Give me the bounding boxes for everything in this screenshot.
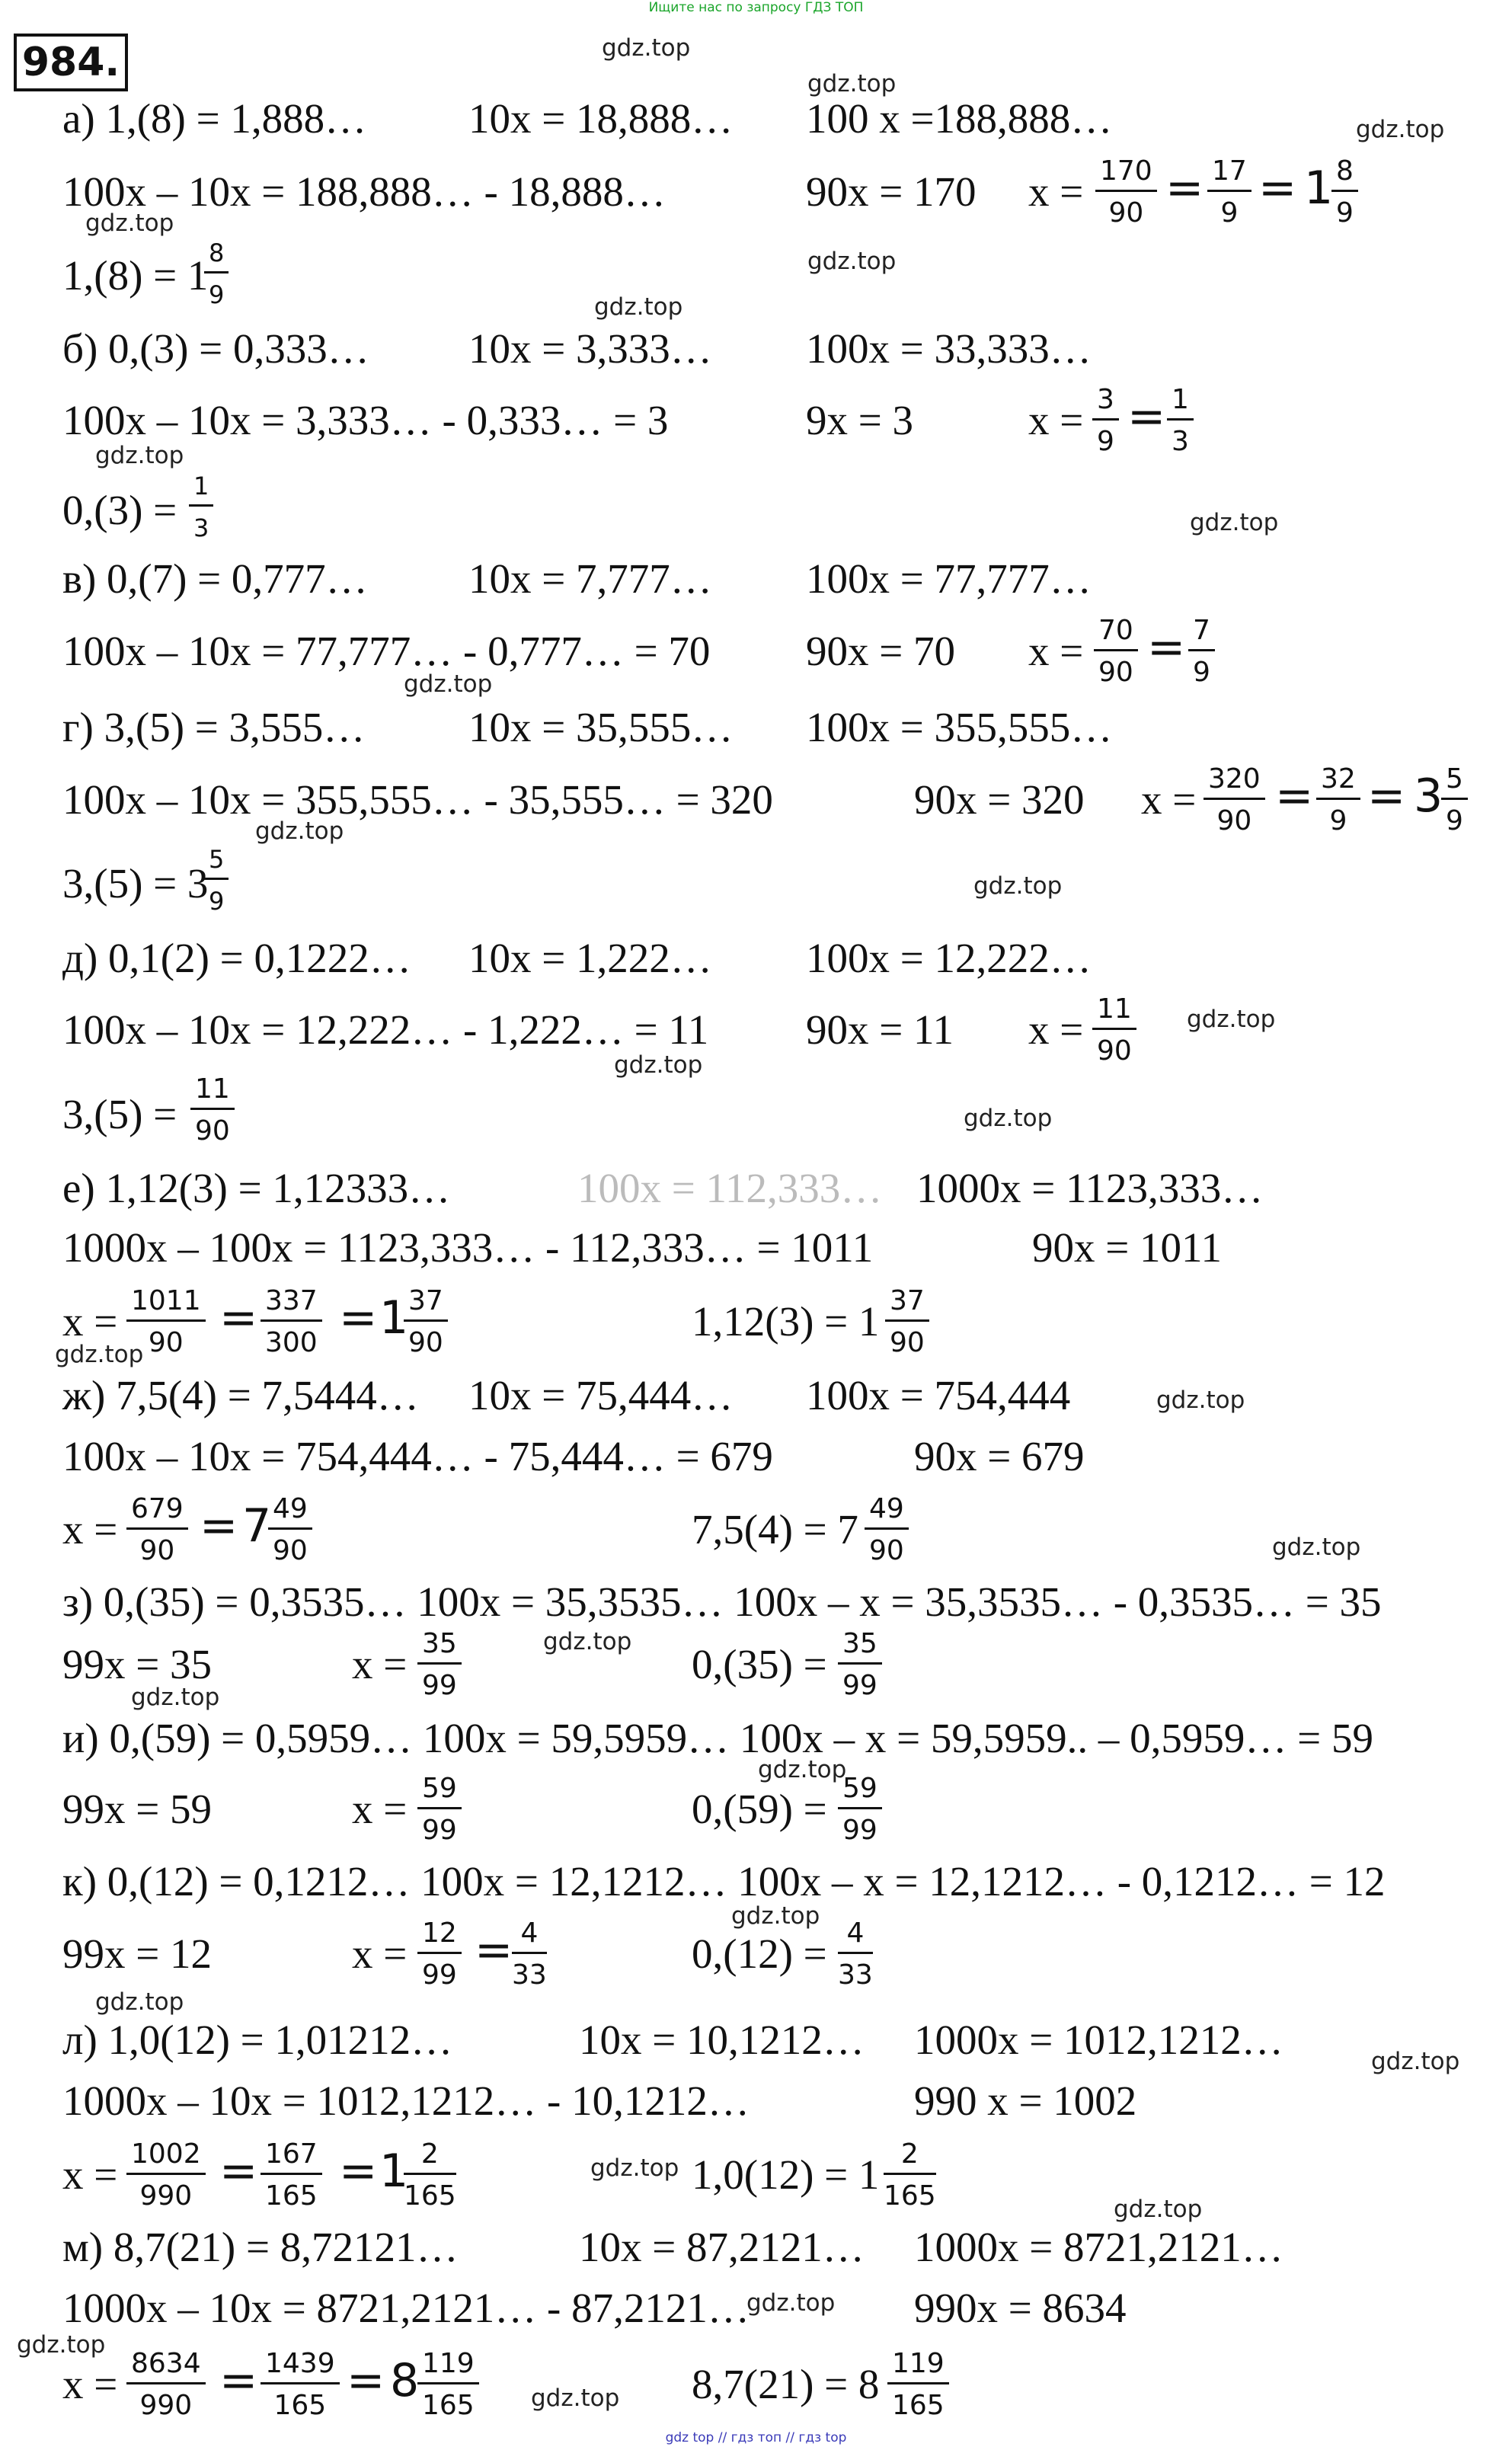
- watermark: gdz.top: [95, 1988, 184, 2016]
- watermark: gdz.top: [602, 34, 691, 62]
- zh-line-2-part-2: 90x = 679: [914, 1433, 1085, 1479]
- watermark: gdz.top: [807, 70, 897, 98]
- b-line-3: 0,(3) =: [62, 487, 177, 533]
- watermark: gdz.top: [1272, 1534, 1361, 1561]
- k-fraction-2: 4 33: [512, 1917, 547, 1991]
- a-result-fraction: 8 9: [204, 238, 229, 310]
- k-line-2-part-1: 99x = 12: [62, 1930, 213, 1977]
- d-line-1-part-1: д) 0,1(2) = 0,1222…: [62, 935, 411, 981]
- e-line-2-part-2: 90x = 1011: [1032, 1224, 1222, 1271]
- watermark: gdz.top: [85, 209, 174, 237]
- v-fraction-1: 70 90: [1094, 616, 1138, 688]
- k-result-fraction: 4 33: [838, 1917, 873, 1991]
- b-line-2-part-2: 9x = 3: [806, 397, 914, 443]
- z-line-2-part-1: 99x = 35: [62, 1641, 213, 1687]
- zh-fraction-1: 679 90: [126, 1494, 188, 1566]
- watermark: gdz.top: [614, 1051, 703, 1079]
- a-line-1-part-2: 10x = 18,888…: [468, 95, 734, 142]
- a-x-label: x =: [1028, 168, 1084, 215]
- zh-line-1-part-2: 10x = 75,444…: [468, 1372, 734, 1419]
- i-line-2-part-1: 99x = 59: [62, 1786, 213, 1832]
- l-x-label: x =: [62, 2151, 118, 2198]
- zh-whole: 7: [242, 1499, 272, 1553]
- d-line-2-part-1: 100x – 10x = 12,222… - 1,222… = 11: [62, 1006, 709, 1053]
- a-equals-1: =: [1165, 162, 1204, 215]
- g-result-fraction: 5 9: [204, 844, 229, 916]
- a-line-1-part-1: а) 1,(8) = 1,888…: [62, 95, 367, 142]
- v-x-label: x =: [1028, 628, 1084, 674]
- m-fraction-3: 119 165: [417, 2349, 479, 2421]
- a-line-2-part-2: 90x = 170: [806, 168, 977, 215]
- v-fraction-2: 7 9: [1188, 616, 1215, 688]
- e-fraction-1: 1011 90: [126, 1286, 206, 1358]
- i-fraction-1: 59 99: [417, 1774, 462, 1846]
- l-line-1-part-3: 1000x = 1012,1212…: [914, 2017, 1283, 2063]
- bottom-note: gdz top // гдз топ // гдз top: [665, 2430, 847, 2445]
- i-line-1: и) 0,(59) = 0,5959… 100x = 59,5959… 100x – x = 59,5959.. – 0,5959… = 59: [62, 1715, 1373, 1761]
- watermark: gdz.top: [758, 1756, 847, 1783]
- m-result-fraction: 119 165: [887, 2349, 949, 2421]
- z-line-1: з) 0,(35) = 0,3535… 100x = 35,3535… 100x – x = 35,3535… - 0,3535… = 35: [62, 1578, 1382, 1625]
- b-line-1-part-1: б) 0,(3) = 0,333…: [62, 325, 369, 372]
- zh-fraction-3: 49 90: [268, 1494, 312, 1566]
- e-line-1-part-2: 100x = 112,333…: [577, 1165, 883, 1211]
- zh-line-1-part-3: 100x = 754,444: [806, 1372, 1071, 1419]
- watermark: gdz.top: [1190, 509, 1279, 536]
- m-x-label: x =: [62, 2361, 118, 2407]
- a-whole: 1: [1304, 162, 1334, 215]
- zh-result-fraction: 49 90: [865, 1494, 909, 1566]
- m-whole: 8: [390, 2354, 420, 2407]
- m-line-2-part-2: 990x = 8634: [914, 2285, 1127, 2331]
- a-line-2-part-1: 100x – 10x = 188,888… - 18,888…: [62, 168, 666, 215]
- zh-x-label: x =: [62, 1506, 118, 1553]
- e-line-1-part-3: 1000x = 1123,333…: [916, 1165, 1264, 1211]
- watermark: gdz.top: [590, 2154, 679, 2182]
- g-x-label: x =: [1141, 776, 1197, 823]
- i-result: 0,(59) =: [692, 1786, 827, 1832]
- k-x-label: x =: [352, 1930, 408, 1977]
- watermark: gdz.top: [1156, 1387, 1245, 1414]
- g-fraction-2: 32 9: [1316, 764, 1360, 836]
- g-line-2-part-1: 100x – 10x = 355,555… - 35,555… = 320: [62, 776, 773, 823]
- g-fraction-1: 320 90: [1204, 764, 1265, 836]
- d-line-2-part-2: 90x = 11: [806, 1006, 954, 1053]
- l-fraction-2: 167 165: [261, 2139, 322, 2212]
- l-line-2-part-1: 1000x – 10x = 1012,1212… - 10,1212…: [62, 2077, 750, 2124]
- watermark: gdz.top: [255, 817, 344, 845]
- e-result: 1,12(3) = 1: [692, 1298, 880, 1345]
- b-line-1-part-3: 100x = 33,333…: [806, 325, 1092, 372]
- m-line-1-part-3: 1000x = 8721,2121…: [914, 2224, 1283, 2270]
- l-result-fraction: 2 165: [884, 2138, 936, 2212]
- g-whole: 3: [1414, 769, 1443, 823]
- k-fraction-1: 12 99: [417, 1918, 462, 1991]
- z-result-fraction: 35 99: [838, 1629, 882, 1701]
- g-line-3: 3,(5) = 3: [62, 860, 209, 907]
- top-note: Ищите нас по запросу ГДЗ ТОП: [648, 0, 864, 15]
- k-result: 0,(12) =: [692, 1930, 827, 1977]
- watermark: gdz.top: [746, 2289, 836, 2317]
- b-result-fraction: 1 3: [189, 471, 213, 543]
- e-result-fraction: 37 90: [885, 1286, 929, 1358]
- watermark: gdz.top: [404, 670, 493, 698]
- v-line-1-part-1: в) 0,(7) = 0,777…: [62, 555, 368, 602]
- l-equals-1: =: [219, 2145, 258, 2198]
- m-equals-2: =: [347, 2354, 385, 2407]
- m-line-1-part-2: 10x = 87,2121…: [579, 2224, 865, 2270]
- a-line-1-part-3: 100 x =188,888…: [806, 95, 1113, 142]
- watermark: gdz.top: [95, 442, 184, 469]
- d-fraction-1: 11 90: [1092, 994, 1136, 1067]
- e-fraction-3: 37 90: [404, 1286, 448, 1358]
- watermark: gdz.top: [543, 1628, 632, 1655]
- a-fraction-1: 170 90: [1095, 156, 1157, 229]
- zh-result: 7,5(4) = 7: [692, 1506, 858, 1553]
- b-fraction-1: 3 9: [1092, 385, 1119, 457]
- e-fraction-2: 337 300: [261, 1286, 322, 1358]
- e-line-1-part-1: е) 1,12(3) = 1,12333…: [62, 1165, 451, 1211]
- g-fraction-3: 5 9: [1441, 764, 1468, 836]
- l-line-1-part-1: л) 1,0(12) = 1,01212…: [62, 2017, 453, 2063]
- d-line-3: 3,(5) =: [62, 1091, 177, 1137]
- d-line-1-part-2: 10x = 1,222…: [468, 935, 712, 981]
- m-line-2-part-1: 1000x – 10x = 8721,2121… - 87,2121…: [62, 2285, 750, 2331]
- d-result-fraction: 11 90: [190, 1074, 235, 1147]
- v-equals: =: [1147, 621, 1186, 674]
- b-line-2-part-1: 100x – 10x = 3,333… - 0,333… = 3: [62, 397, 669, 443]
- watermark: gdz.top: [1187, 1006, 1276, 1033]
- watermark: gdz.top: [17, 2331, 106, 2359]
- a-fraction-3: 8 9: [1331, 156, 1358, 229]
- v-line-2-part-1: 100x – 10x = 77,777… - 0,777… = 70: [62, 628, 711, 674]
- g-line-1-part-3: 100x = 355,555…: [806, 704, 1113, 750]
- m-equals-1: =: [219, 2354, 258, 2407]
- e-whole: 1: [379, 1291, 409, 1345]
- e-equals-1: =: [219, 1291, 258, 1345]
- l-line-1-part-2: 10x = 10,1212…: [579, 2017, 865, 2063]
- watermark: gdz.top: [1356, 116, 1445, 143]
- a-equals-2: =: [1258, 162, 1297, 215]
- i-result-fraction: 59 99: [838, 1774, 882, 1846]
- z-result: 0,(35) =: [692, 1641, 827, 1687]
- z-x-label: x =: [352, 1641, 408, 1687]
- g-line-1-part-1: г) 3,(5) = 3,555…: [62, 704, 366, 750]
- g-line-2-part-2: 90x = 320: [914, 776, 1085, 823]
- v-line-1-part-2: 10x = 7,777…: [468, 555, 712, 602]
- a-fraction-2: 17 9: [1207, 156, 1251, 229]
- b-equals: =: [1127, 390, 1166, 443]
- l-line-2-part-2: 990 x = 1002: [914, 2077, 1137, 2124]
- g-equals-1: =: [1275, 769, 1314, 823]
- b-x-label: x =: [1028, 397, 1084, 443]
- m-line-1-part-1: м) 8,7(21) = 8,72121…: [62, 2224, 459, 2270]
- l-result: 1,0(12) = 1: [692, 2151, 880, 2198]
- e-line-2-part-1: 1000x – 100x = 1123,333… - 112,333… = 1011: [62, 1224, 874, 1271]
- b-line-1-part-2: 10x = 3,333…: [468, 325, 712, 372]
- watermark: gdz.top: [731, 1902, 820, 1930]
- l-fraction-3: 2 165: [404, 2138, 456, 2212]
- watermark: gdz.top: [973, 872, 1063, 900]
- m-result: 8,7(21) = 8: [692, 2361, 880, 2407]
- watermark: gdz.top: [1371, 2048, 1460, 2075]
- k-line-1: к) 0,(12) = 0,1212… 100x = 12,1212… 100x – x = 12,1212… - 0,1212… = 12: [62, 1858, 1386, 1905]
- zh-line-1-part-1: ж) 7,5(4) = 7,5444…: [62, 1372, 419, 1419]
- g-equals-2: =: [1367, 769, 1406, 823]
- l-equals-2: =: [339, 2145, 378, 2198]
- m-fraction-1: 8634 990: [126, 2349, 206, 2421]
- e-equals-2: =: [339, 1291, 378, 1345]
- watermark: gdz.top: [131, 1684, 220, 1711]
- v-line-1-part-3: 100x = 77,777…: [806, 555, 1092, 602]
- watermark: gdz.top: [1114, 2196, 1203, 2223]
- watermark: gdz.top: [964, 1105, 1053, 1132]
- e-x-label: x =: [62, 1298, 118, 1345]
- a-line-3: 1,(8) = 1: [62, 252, 209, 299]
- watermark: gdz.top: [807, 248, 897, 275]
- d-x-label: x =: [1028, 1006, 1084, 1053]
- k-equals: =: [475, 1924, 513, 1977]
- zh-equals: =: [200, 1499, 238, 1553]
- d-line-1-part-3: 100x = 12,222…: [806, 935, 1092, 981]
- b-fraction-2: 1 3: [1167, 385, 1194, 457]
- exercise-number: 984.: [14, 34, 128, 91]
- m-fraction-2: 1439 165: [261, 2349, 340, 2421]
- watermark: gdz.top: [55, 1341, 144, 1368]
- g-line-1-part-2: 10x = 35,555…: [468, 704, 734, 750]
- watermark: gdz.top: [531, 2384, 620, 2412]
- zh-line-2-part-1: 100x – 10x = 754,444… - 75,444… = 679: [62, 1433, 773, 1479]
- v-line-2-part-2: 90x = 70: [806, 628, 956, 674]
- watermark: gdz.top: [594, 293, 683, 321]
- l-whole: 1: [379, 2145, 409, 2198]
- l-fraction-1: 1002 990: [126, 2139, 206, 2212]
- i-x-label: x =: [352, 1786, 408, 1832]
- z-fraction-1: 35 99: [417, 1629, 462, 1701]
